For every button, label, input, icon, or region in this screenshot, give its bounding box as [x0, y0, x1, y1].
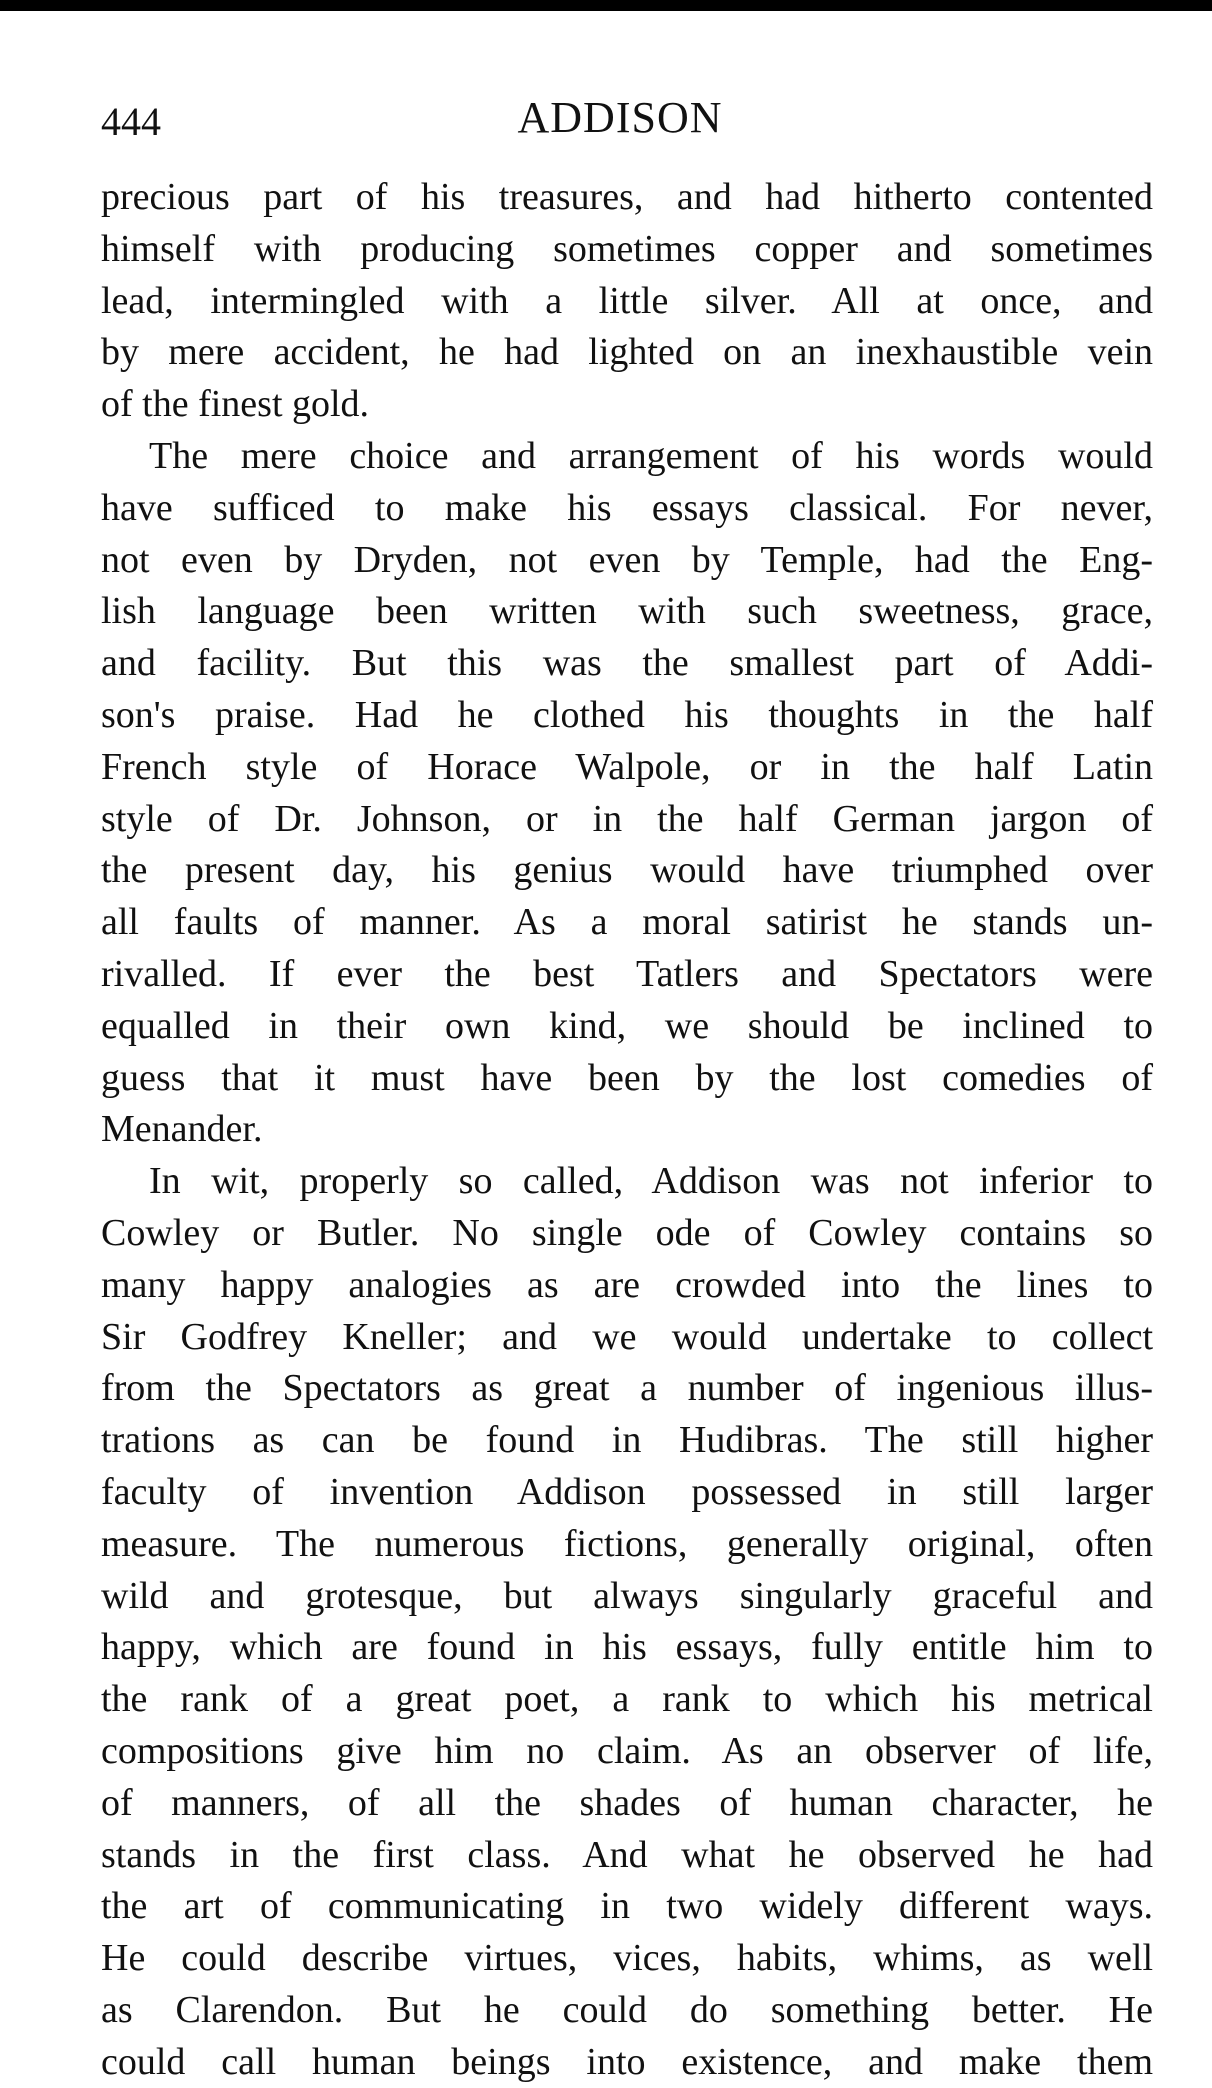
text-line: lead, intermingled with a little silver. All at once, and [101, 279, 1153, 322]
running-title: ADDISON [517, 93, 723, 142]
text-line: French style of Horace Walpole, or in the half Latin [101, 745, 1153, 788]
text-line: and facility. But this was the smallest part of Addi- [101, 642, 1153, 685]
text-line: have sufficed to make his essays classical. For never, [101, 486, 1153, 529]
text-line: wild and grotesque, but always singularly graceful and [101, 1574, 1153, 1617]
text-line: not even by Dryden, not even by Temple, had the Eng- [101, 538, 1153, 581]
body-text [101, 172, 1153, 2088]
text-line: equalled in their own kind, we should be inclined to [101, 1004, 1153, 1047]
text-line: by mere accident, he had lighted on an inexhaustible vein [101, 331, 1153, 374]
text-line: rivalled. If ever the best Tatlers and Spectators were [101, 952, 1153, 995]
text-line: all faults of manner. As a moral satirist he stands un- [101, 901, 1153, 944]
text-line: son's praise. Had he clothed his thoughts in the half [101, 693, 1153, 736]
text-line: from the Spectators as great a number of ingenious illus- [101, 1367, 1153, 1410]
text-line: In wit, properly so called, Addison was not inferior to [149, 1160, 1153, 1203]
text-line: Menander. [101, 1108, 263, 1151]
text-line: many happy analogies as are crowded into the lines to [101, 1263, 1153, 1306]
text-line: of the finest gold. [101, 383, 370, 426]
scan-top-border [0, 0, 1212, 11]
text-line: style of Dr. Johnson, or in the half German jargon of [101, 797, 1153, 840]
text-line: Cowley or Butler. No single ode of Cowley contains so [101, 1211, 1153, 1254]
text-line: compositions give him no claim. As an observer of life, [101, 1729, 1153, 1772]
text-line: as Clarendon. But he could do something better. He [101, 1988, 1153, 2031]
text-line: lish language been written with such sweetness, grace, [101, 590, 1153, 633]
text-line: trations as can be found in Hudibras. The still higher [101, 1419, 1153, 1462]
text-line: the rank of a great poet, a rank to which his metrical [101, 1678, 1153, 1721]
text-line: guess that it must have been by the lost comedies of [101, 1056, 1153, 1099]
text-line: could call human beings into existence, and make them [101, 2040, 1153, 2083]
text-line: measure. The numerous fictions, generally original, often [101, 1522, 1153, 1565]
text-line: the present day, his genius would have triumphed over [101, 849, 1153, 892]
text-line: himself with producing sometimes copper and sometimes [101, 227, 1153, 270]
text-line: faculty of invention Addison possessed in still larger [101, 1470, 1153, 1513]
text-line: The mere choice and arrangement of his words would [149, 434, 1153, 477]
text-line: stands in the first class. And what he observed he had [101, 1833, 1153, 1876]
text-line: happy, which are found in his essays, fully entitle him to [101, 1626, 1153, 1669]
text-line: He could describe virtues, vices, habits, whims, as well [101, 1937, 1153, 1980]
page-number: 444 [101, 99, 161, 144]
text-line: of manners, of all the shades of human character, he [101, 1781, 1153, 1824]
text-line: precious part of his treasures, and had hitherto contented [101, 176, 1153, 218]
text-line: the art of communicating in two widely different ways. [101, 1885, 1153, 1928]
text-line: Sir Godfrey Kneller; and we would undertake to collect [101, 1315, 1153, 1358]
